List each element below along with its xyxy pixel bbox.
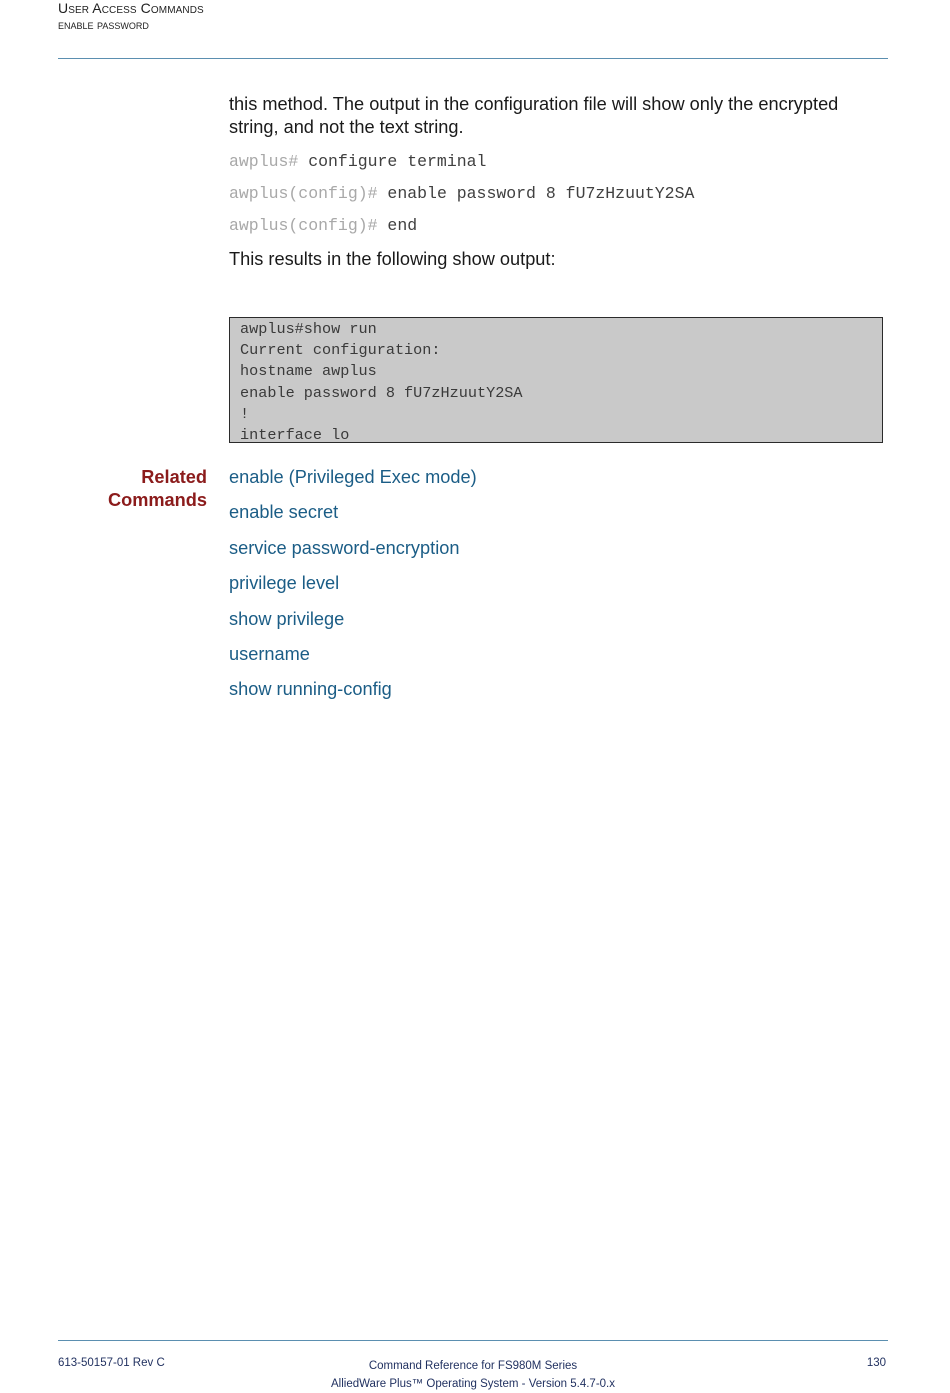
related-link-privilege-level[interactable]: privilege level: [229, 573, 340, 594]
header-divider: [58, 58, 888, 59]
command-prompt: awplus(config)#: [229, 184, 378, 203]
related-commands-heading: [108, 466, 207, 512]
header-command-title: enable password: [58, 18, 149, 32]
command-line: [229, 184, 694, 204]
related-link-username[interactable]: username: [229, 643, 310, 664]
intro-paragraph: this method. The output in the configuration file will show only the encrypted string, and not the text string.: [229, 94, 839, 137]
header-section-title: User Access Commands: [58, 0, 204, 16]
results-paragraph: This results in the following show output:: [229, 249, 556, 269]
related-link-show-running-config[interactable]: show running-config: [229, 679, 392, 700]
command-line: [229, 152, 486, 172]
output-line: !: [240, 404, 250, 423]
output-line: interface lo: [240, 426, 350, 445]
output-line: Current configuration:: [240, 341, 441, 360]
footer-doc-number: 613-50157-01 Rev C: [58, 1357, 165, 1369]
footer-title-line1: Command Reference for FS980M Series: [368, 1360, 578, 1372]
show-output-box: [229, 317, 883, 443]
footer-divider: [58, 1340, 888, 1341]
related-link-enable-secret[interactable]: enable secret: [229, 502, 339, 523]
related-link-service-password-encryption[interactable]: service password-encryption: [229, 537, 460, 558]
related-heading-line2: Commands: [107, 490, 207, 510]
output-line: awplus#show run: [240, 320, 377, 338]
command-text: end: [377, 216, 418, 235]
command-prompt: awplus(config)#: [229, 216, 378, 235]
related-heading-line1: Related: [141, 467, 207, 487]
page-header: [58, 0, 888, 33]
related-link-show-privilege[interactable]: show privilege: [229, 608, 345, 629]
footer-title: [0, 1357, 946, 1393]
output-line: hostname awplus: [240, 362, 377, 381]
command-text: configure terminal: [298, 152, 487, 171]
command-text: enable password 8 fU7zHzuutY2SA: [377, 184, 695, 203]
footer-title-line2: AlliedWare Plus™ Operating System - Version 5.4.7-0.x: [331, 1378, 615, 1390]
related-link-enable-privileged-exec[interactable]: enable (Privileged Exec mode): [229, 467, 477, 487]
command-line: [229, 216, 417, 236]
related-commands-list: [229, 466, 477, 714]
footer-page-number: 130: [866, 1357, 886, 1369]
output-line: enable password 8 fU7zHzuutY2SA: [240, 383, 523, 402]
command-prompt: awplus#: [229, 152, 299, 171]
